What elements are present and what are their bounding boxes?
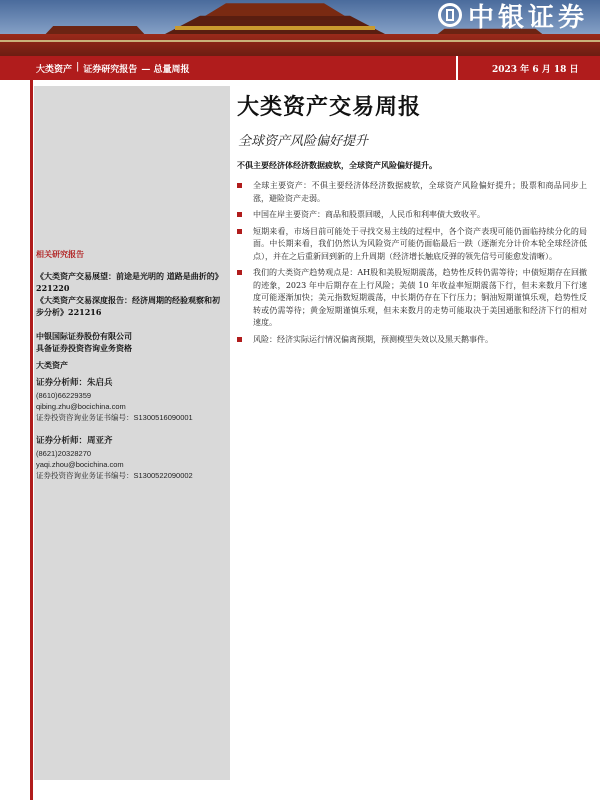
banner-roof-trim [175,26,375,30]
left-red-rule [30,80,33,800]
related-reports-list [36,270,226,318]
company-name: 中银国际证券股份有限公司 [36,331,132,341]
related-report-item: 《大类资产交易展望：前途是光明的 道路是曲折的》221220 [36,271,223,293]
report-title: 大类资产交易周报 [237,94,422,120]
key-points-list [237,180,587,350]
banner-palace-roof-top [205,0,345,16]
analyst-name: 证券分析师：朱启兵 [36,378,113,388]
key-point-text: 短期来看，市场目前可能处于寻找交易主线的过程中，各个资产表现可能仍面临持续分化的局面。中长期来看，我们仍然认为风险资产可能仍面临最后一跌（逐渐充分计价本轮全球经济低点），并在之后重新回到新的上升周期（经济增长触底反弹的领先信号可能愈发清晰）。 [253,226,587,261]
key-point-item [237,334,587,347]
breadcrumb-separator: | [76,61,80,72]
banner-red-wall [0,34,600,56]
report-summary: 不俱主要经济体经济数据疲软，全球资产风险偏好提升。 [237,160,437,170]
banner-wall-stripe [0,40,600,42]
related-report-item: 《大类资产交易深度报告：经济周期的经验观察和初步分析》221216 [36,295,220,317]
bullet-square-icon [237,212,242,217]
brand-logo [438,0,588,33]
breadcrumb-report-type: 证券研究报告 [83,64,138,75]
analyst-card [36,378,230,423]
breadcrumb [36,62,189,75]
sidebar-panel [34,86,230,780]
logo-text: 中银证券 [467,2,588,33]
breadcrumb-series: — 总量周报 [141,64,190,75]
sidebar-category: 大类资产 [36,360,68,370]
key-point-text: 我们的大类资产趋势观点是：AH股和美股短期震荡，趋势性反转仍需等待；中债短期存在回撤的迹象，2023 年中后期存在上行风险；美债 10 年收益率短期震荡下行，但未来数月下行速度可能逐渐加快；美元指数短期震荡，中长期仍存在下行压力；铜油短期谨慎乐观，趋势性反转或仍需等待；黄金短期谨慎乐观，但未来数月的走势可能取决于美国通胀和经济下行的相对速度。 [253,268,587,327]
analyst-card [36,436,230,481]
header-banner [0,0,600,56]
bullet-square-icon [237,270,242,275]
key-point-text: 中国在岸主要资产：商品和股票回暖，人民币和利率债大致收平。 [253,210,485,219]
key-point-item [237,226,587,264]
key-point-text: 风险：经济实际运行情况偏离预期，预测模型失效以及黑天鹅事件。 [253,334,493,344]
boc-logo-icon [438,3,462,27]
bullet-square-icon [237,229,242,234]
key-point-text: 全球主要资产：不俱主要经济体经济数据疲软，全球资产风险偏好提升；股票和商品同步上涨，避险资产走弱。 [253,181,587,203]
header-divider [456,56,458,80]
company-info [36,330,226,354]
related-reports-title: 相关研究报告 [36,249,84,259]
key-point-item [237,209,587,222]
key-point-item [237,180,587,205]
key-point-item [237,267,587,330]
analyst-license: 证券投资咨询业务证书编号：S1300522090002 [36,471,193,480]
report-header-bar [0,56,600,80]
bullet-square-icon [237,183,242,188]
analyst-license: 证券投资咨询业务证书编号：S1300516090001 [36,413,193,422]
analyst-phone: (8610)66229359 [36,391,92,400]
analyst-email[interactable]: yaqi.zhou@bocichina.com [36,460,124,469]
bullet-square-icon [237,337,242,342]
breadcrumb-category: 大类资产 [36,64,73,75]
analyst-phone: (8621)20328270 [36,449,92,458]
analyst-email[interactable]: qibing.zhu@bocichina.com [36,402,126,411]
analyst-name: 证券分析师：周亚齐 [36,436,113,446]
report-subtitle: 全球资产风险偏好提升 [238,134,369,149]
report-date: 2023 年 6 月 18 日 [492,64,579,75]
company-qualification: 具备证券投资咨询业务资格 [36,343,132,353]
